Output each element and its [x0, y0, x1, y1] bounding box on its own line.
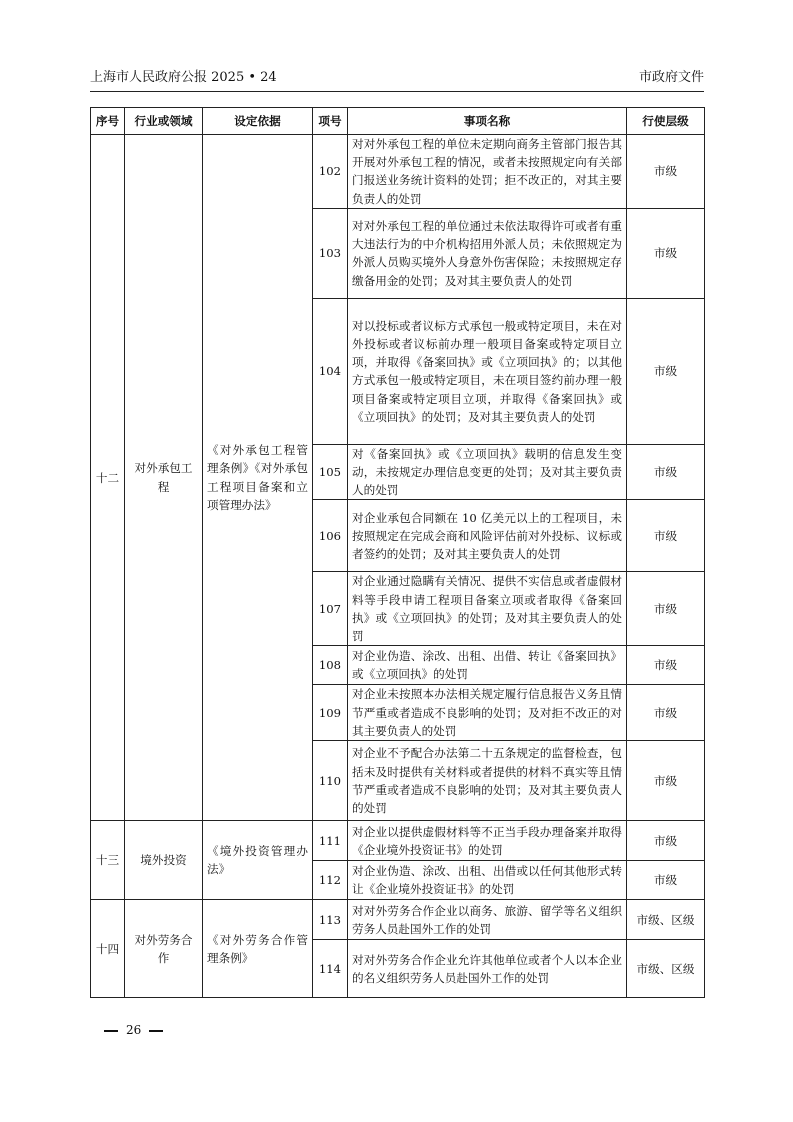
page-number-dash-left [104, 1030, 118, 1032]
table-row [91, 135, 705, 209]
item-no: 107 [313, 572, 348, 646]
item-no: 113 [313, 900, 348, 940]
item-level: 市级 [627, 861, 705, 900]
group-seq: 十三 [91, 821, 125, 900]
item-no: 108 [313, 646, 348, 685]
item-name: 对对外劳务合作企业以商务、旅游、留学等名义组织劳务人员赴国外工作的处罚 [348, 900, 627, 940]
publication-title: 上海市人民政府公报 2025 • 24 [90, 70, 277, 85]
item-no: 106 [313, 500, 348, 572]
item-level: 市级 [627, 685, 705, 741]
item-level: 市级 [627, 741, 705, 821]
item-name: 对企业以提供虚假材料等不正当手段办理备案并取得《企业境外投资证书》的处罚 [348, 821, 627, 861]
column-header-item-no: 项号 [313, 108, 348, 135]
item-level: 市级 [627, 821, 705, 861]
item-no: 103 [313, 208, 348, 298]
item-level: 市级 [627, 572, 705, 646]
page-number: 26 [126, 1023, 142, 1037]
group-field: 对外劳务合作 [125, 900, 203, 998]
item-level: 市级 [627, 444, 705, 500]
group-seq: 十二 [91, 135, 125, 821]
item-no: 111 [313, 821, 348, 861]
item-name: 对对外承包工程的单位通过未依法取得许可或者有重大违法行为的中介机构招用外派人员；未依照规定为外派人员购买境外人身意外伤害保险；未按照规定存缴备用金的处罚；及对其主要负责人的处罚 [348, 208, 627, 298]
item-no: 104 [313, 298, 348, 444]
item-no: 102 [313, 135, 348, 209]
item-no: 112 [313, 861, 348, 900]
column-header-seq: 序号 [91, 108, 125, 135]
table-row [91, 821, 705, 861]
item-level: 市级 [627, 298, 705, 444]
table-body [91, 135, 705, 998]
item-no: 109 [313, 685, 348, 741]
column-header-field: 行业或领域 [125, 108, 203, 135]
item-level: 市级 [627, 208, 705, 298]
group-field: 对外承包工程 [125, 135, 203, 821]
item-name: 对企业承包合同额在 10 亿美元以上的工程项目，未按照规定在完成会商和风险评估前对外投标、议标或者签约的处罚；及对其主要负责人的处罚 [348, 500, 627, 572]
item-no: 110 [313, 741, 348, 821]
item-name: 对企业不予配合办法第二十五条规定的监督检查，包括未及时提供有关材料或者提供的材料不真实等且情节严重或者造成不良影响的处罚；及对其主要负责人的处罚 [348, 741, 627, 821]
group-field: 境外投资 [125, 821, 203, 900]
group-basis: 《对外承包工程管理条例》《对外承包工程项目备案和立项管理办法》 [203, 135, 313, 821]
group-basis: 《对外劳务合作管理条例》 [203, 900, 313, 998]
item-name: 对企业伪造、涂改、出租、出借、转让《备案回执》或《立项回执》的处罚 [348, 646, 627, 685]
table-row [91, 900, 705, 940]
header-rule [90, 91, 704, 92]
section-title: 市政府文件 [638, 70, 704, 85]
table-header-row [91, 108, 705, 135]
item-no: 114 [313, 940, 348, 998]
item-name: 对企业通过隐瞒有关情况、提供不实信息或者虚假材料等手段申请工程项目备案立项或者取得《备案回执》或《立项回执》的处罚；及对其主要负责人的处罚 [348, 572, 627, 646]
item-level: 市级 [627, 646, 705, 685]
page-header [90, 68, 704, 88]
column-header-item-name: 事项名称 [348, 108, 627, 135]
item-name: 对对外承包工程的单位未定期向商务主管部门报告其开展对外承包工程的情况，或者未按照规定向有关部门报送业务统计资料的处罚；拒不改正的，对其主要负责人的处罚 [348, 135, 627, 209]
item-name: 对《备案回执》或《立项回执》载明的信息发生变动，未按规定办理信息变更的处罚；及对其主要负责人的处罚 [348, 444, 627, 500]
item-name: 对企业未按照本办法相关规定履行信息报告义务且情节严重或者造成不良影响的处罚；及对拒不改正的对其主要负责人的处罚 [348, 685, 627, 741]
page-number-dash-right [149, 1030, 163, 1032]
item-level: 市级 [627, 135, 705, 209]
column-header-basis: 设定依据 [203, 108, 313, 135]
item-level: 市级 [627, 500, 705, 572]
column-header-level: 行使层级 [627, 108, 705, 135]
item-name: 对以投标或者议标方式承包一般或特定项目，未在对外投标或者议标前办理一般项目备案或特定项目立项，并取得《备案回执》或《立项回执》的；以其他方式承包一般或特定项目，未在项目签约前办理一般项目备案或特定项目立项，并取得《备案回执》或《立项回执》的处罚；及对其主要负责人的处罚 [348, 298, 627, 444]
item-level: 市级、区级 [627, 900, 705, 940]
group-seq: 十四 [91, 900, 125, 998]
group-basis: 《境外投资管理办法》 [203, 821, 313, 900]
item-name: 对对外劳务合作企业允许其他单位或者个人以本企业的名义组织劳务人员赴国外工作的处罚 [348, 940, 627, 998]
item-level: 市级、区级 [627, 940, 705, 998]
item-name: 对企业伪造、涂改、出租、出借或以任何其他形式转让《企业境外投资证书》的处罚 [348, 861, 627, 900]
penalty-items-table [90, 107, 705, 998]
page-footer [96, 1022, 171, 1038]
item-no: 105 [313, 444, 348, 500]
